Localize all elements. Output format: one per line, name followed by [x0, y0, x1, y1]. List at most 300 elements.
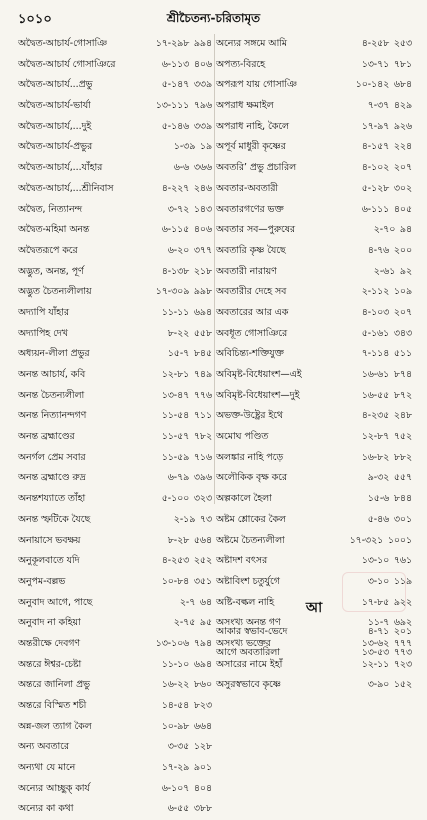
entry-page: ২০১	[393, 626, 412, 637]
index-entry	[18, 510, 212, 531]
entry-page: ৯৯৮	[193, 286, 212, 298]
entry-reference	[162, 448, 212, 469]
entry-page: ৭৮১	[393, 58, 412, 70]
index-entry	[216, 96, 412, 117]
entry-page: ৯২৬	[393, 120, 412, 132]
entry-text: অষ্টমে চৈতন্যলীলা	[216, 534, 285, 546]
entry-reference	[174, 137, 212, 158]
index-entry	[216, 262, 412, 283]
index-entry	[18, 117, 212, 138]
entry-chapter-verse: ৬-১১৫	[161, 224, 190, 236]
index-entry	[216, 303, 412, 324]
entry-page: ৩৪৩	[393, 327, 412, 339]
entry-page: ৩০২	[393, 182, 412, 194]
entry-page: ২১৮	[193, 265, 212, 277]
entry-reference	[168, 468, 212, 489]
entry-chapter-verse: ৬-৫৫	[167, 803, 190, 815]
entry-text: অভক্ত-উষ্ট্রের ইথে	[216, 410, 283, 422]
entry-reference	[162, 696, 212, 717]
page-number: ১০১০	[18, 12, 52, 27]
entry-reference	[156, 634, 212, 655]
entry-chapter-verse: ৬-৬	[173, 162, 190, 174]
entry-chapter-verse: ৬-৭৯	[167, 472, 190, 484]
entry-reference	[368, 510, 412, 531]
entry-text: অনুবাদ আগে, পাছে	[18, 596, 93, 608]
entry-text: অবতারীর দেহে সব	[216, 286, 287, 298]
entry-text: অষ্টি-বল্কল নাহি	[216, 596, 274, 608]
entry-chapter-verse: ৫-১৪৭	[161, 79, 190, 91]
entry-text: অনুকূলবাতে যদি	[18, 555, 80, 567]
entry-page: ২৪৮	[393, 410, 412, 422]
index-entry	[18, 531, 212, 552]
entry-chapter-verse: ২-৭৫	[173, 617, 196, 629]
entry-text: অবিমৃষ্ট-বিধেয়াংশ—দুই	[216, 389, 300, 401]
entry-page: ৩২৩	[193, 493, 212, 505]
index-entry	[18, 137, 212, 158]
entry-text: অমোঘ পণ্ডিত	[216, 431, 269, 443]
entry-reference	[374, 220, 412, 241]
entry-text: অসুরস্বভাবে কৃষ্ণে	[216, 679, 281, 691]
entry-text: অলৌকিক বৃক্ষ করে	[216, 472, 288, 484]
index-entry	[18, 799, 212, 820]
entry-page: ৬৯৪	[193, 658, 212, 670]
entry-reference	[362, 55, 412, 76]
entry-page: ৪০৪	[193, 782, 212, 794]
index-entry	[18, 406, 212, 427]
entry-page: ৪০৬	[193, 58, 212, 70]
entry-chapter-verse: ১৩-৭১	[361, 58, 390, 70]
entry-chapter-verse: ৪-১৩৮	[161, 265, 190, 277]
entry-text: অপরূপ যায় গোসাঞি	[216, 79, 297, 91]
index-entry	[18, 324, 212, 345]
index-entry	[216, 158, 412, 179]
entry-reference	[162, 220, 212, 241]
entry-text: অন্যথা যে মানে	[18, 762, 76, 774]
entry-page: ৭৭৬	[193, 389, 212, 401]
entry-reference	[162, 365, 212, 386]
entry-page: ২০৭	[393, 306, 412, 318]
entry-page: ৭১৬	[193, 451, 212, 463]
index-entry	[216, 489, 412, 510]
entry-reference	[374, 262, 412, 283]
index-entry	[216, 531, 412, 552]
entry-reference	[162, 779, 212, 800]
index-entry	[18, 200, 212, 221]
entry-text: অদ্বৈত-আচার্য,...যাঁহার	[18, 162, 103, 174]
entry-page: ৫৫৭	[393, 472, 412, 484]
index-entry	[216, 241, 412, 262]
index-entry	[18, 758, 212, 779]
entry-chapter-verse: ৪-৭১	[367, 626, 390, 637]
entry-text: অন্ন-জল ত্যাগ কৈল	[18, 720, 92, 732]
entry-page: ১২৮	[193, 741, 212, 753]
entry-reference	[362, 643, 412, 664]
entry-text: অবিমৃষ্ট-বিধেয়াংশ—এই	[216, 369, 302, 380]
entry-chapter-verse: ১২-৮১	[161, 369, 190, 380]
index-entry	[18, 179, 212, 200]
entry-reference	[174, 158, 212, 179]
entry-chapter-verse: ৬-২০	[167, 244, 190, 256]
entry-text: অন্যের কা কথা	[18, 803, 74, 815]
entry-reference	[368, 622, 412, 643]
index-entry	[18, 241, 212, 262]
entry-chapter-verse: ১১-৫৪	[161, 410, 190, 422]
entry-page: ৩৮৮	[193, 803, 212, 815]
entry-chapter-verse: ১৬-৫৫	[361, 389, 390, 401]
entry-reference	[162, 572, 212, 593]
entry-page: ৩৯৬	[193, 472, 212, 484]
index-entry	[18, 717, 212, 738]
index-entry	[216, 220, 412, 241]
entry-reference	[162, 117, 212, 138]
index-entry	[216, 137, 412, 158]
index-entry	[216, 282, 412, 303]
entry-text: অবতারি কৃষ্ণ যৈছে	[216, 244, 286, 256]
entry-text: অদ্বৈত-আচার্য গোসাঞিরে	[18, 58, 116, 70]
entry-page: ৮৮২	[393, 451, 412, 463]
entry-page: ৪০৬	[193, 224, 212, 236]
entry-text: অন্য অবতারে	[18, 741, 69, 753]
entry-page: ৯২২	[393, 596, 412, 608]
index-entry	[216, 344, 412, 365]
entry-text: অদ্বৈত-আচার্য-ভার্যা	[18, 100, 91, 112]
entry-chapter-verse: ৪-১৫৭	[361, 141, 390, 153]
index-entry	[18, 655, 212, 676]
entry-page: ৮৪৪	[393, 493, 412, 505]
entry-chapter-verse: ৬-১১১	[361, 203, 390, 215]
entry-reference	[368, 241, 412, 262]
entry-text: অপূর্ব মাধুরী কৃষ্ণের	[216, 141, 286, 153]
index-entry	[18, 344, 212, 365]
entry-page: ৭৮২	[193, 431, 212, 443]
entry-chapter-verse: ৭-৩৭	[367, 100, 390, 112]
entry-text: অধ্যয়ন-লীলা প্রভুর	[18, 348, 90, 360]
entry-page: ৭৯৬	[193, 100, 212, 112]
entry-text: অবতার সব—পুরুষের	[216, 224, 295, 236]
entry-page: ৯৫	[199, 617, 212, 629]
entry-page: ৩৭৭	[193, 244, 212, 256]
entry-text: অষ্টাবিংশ চতুর্যুগে	[216, 575, 280, 587]
index-entry	[18, 96, 212, 117]
entry-reference	[362, 117, 412, 138]
entry-page: ৭৩	[199, 513, 212, 525]
index-entry	[216, 75, 412, 96]
entry-page: ৮৬০	[193, 679, 212, 691]
entry-text: আকার স্বভাব-ভেদে	[216, 626, 288, 637]
entry-page: ৯০১	[193, 762, 212, 774]
entry-chapter-verse: ৬-১১৩	[161, 58, 190, 70]
index-entry	[18, 427, 212, 448]
entry-page: ৩৬৬	[193, 162, 212, 174]
entry-text: অদ্যাপিহ দেখ	[18, 327, 68, 339]
entry-text: অনুপম-বল্লভ	[18, 575, 66, 587]
index-entry	[216, 406, 412, 427]
entry-chapter-verse: ৪-২৩৫	[361, 410, 390, 422]
entry-page: ৬৮৪	[393, 79, 412, 91]
entry-reference	[162, 489, 212, 510]
entry-chapter-verse: ১০-৯৮	[161, 720, 190, 732]
index-entry	[216, 427, 412, 448]
entry-text: অপরাধ নাহি, কৈলে	[216, 120, 289, 132]
entry-page: ৭৭৩	[393, 646, 412, 658]
entry-page: ৬৪	[199, 596, 212, 608]
entry-page: ৩৩৯	[193, 120, 212, 132]
entry-chapter-verse: ১৬-৮২	[361, 451, 390, 463]
index-entry	[216, 34, 412, 55]
entry-reference	[368, 96, 412, 117]
entry-text: অন্তরীক্ষে দেবগণ	[18, 637, 81, 649]
entry-reference	[180, 593, 212, 614]
entry-chapter-verse: ২-৭	[179, 596, 196, 608]
entry-chapter-verse: ১৭-২৯	[161, 762, 190, 774]
entry-text: অবতরি’ প্রভু প্রচারিল	[216, 162, 297, 174]
entry-page: ২২৪	[393, 141, 412, 153]
entry-chapter-verse: ৫-১২৮	[361, 182, 390, 194]
index-entry	[18, 737, 212, 758]
entry-chapter-verse: ৫-১৬১	[361, 327, 390, 339]
entry-page: ৬৯৪	[193, 306, 212, 318]
entry-chapter-verse: ১৭-৮৫	[361, 596, 390, 608]
entry-text: অনন্তশয্যাতে তাঁহা	[18, 493, 86, 505]
entry-text: অন্তরে বিস্মিত শচী	[18, 700, 87, 711]
entry-reference	[162, 75, 212, 96]
entry-reference	[350, 531, 412, 552]
entry-chapter-verse: ১২-১১	[361, 658, 390, 670]
entry-text: অবধূত গোসাঞিরে	[216, 327, 288, 339]
entry-chapter-verse: ৪-২২৭	[161, 182, 190, 194]
entry-chapter-verse: ১৭-৯৭	[361, 120, 390, 132]
entry-reference	[162, 758, 212, 779]
entry-reference	[362, 551, 412, 572]
index-entry	[18, 613, 212, 634]
entry-reference	[362, 179, 412, 200]
entry-reference	[362, 406, 412, 427]
entry-page: ১০৯	[393, 286, 412, 298]
entry-chapter-verse: ১৩-১০৬	[155, 637, 190, 649]
entry-page: ১৪৩	[193, 203, 212, 215]
entry-reference	[168, 241, 212, 262]
entry-reference	[362, 427, 412, 448]
entry-text: অন্তরে জানিলা প্রভু	[18, 679, 90, 691]
entry-text: অন্যের আচ্ছুক্ কার্য	[18, 782, 90, 794]
entry-text: অদ্ভুত চৈতন্যলীলায়	[18, 286, 92, 298]
entry-reference	[162, 303, 212, 324]
entry-chapter-verse: ১০-১৪২	[355, 79, 390, 91]
entry-chapter-verse: ১৭-২৯৮	[155, 38, 190, 49]
entry-chapter-verse: ৪-১০২	[361, 162, 390, 174]
entry-page: ৯২	[399, 265, 412, 277]
page-header	[0, 0, 427, 34]
entry-text: অদ্বৈত-আচার্য,...দুই	[18, 120, 92, 132]
index-entry	[216, 622, 412, 643]
entry-text: অন্তরে ঈশ্বর-চেষ্টা	[18, 658, 82, 670]
entry-text: অদ্বৈত-আচার্য-প্রভুর	[18, 141, 93, 153]
entry-chapter-verse: ১৩-৫৩	[361, 646, 390, 658]
index-entry	[18, 34, 212, 55]
entry-text: অসংখ্য অনন্ত গণ	[216, 617, 281, 629]
entry-text: আগে অবতারিলা	[216, 646, 280, 658]
entry-chapter-verse: ১৬-৬১	[361, 369, 390, 380]
entry-chapter-verse: ১৫-৬	[367, 493, 390, 505]
entry-chapter-verse: ৮-২২	[167, 327, 190, 339]
entry-page: ৭৬১	[393, 555, 412, 567]
entry-reference	[162, 262, 212, 283]
index-entry	[216, 551, 412, 572]
entry-chapter-verse: ৩-১০	[367, 575, 390, 587]
entry-page: ১১৯	[393, 575, 412, 587]
entry-reference	[362, 34, 412, 55]
index-entry	[18, 365, 212, 386]
entry-text: অদ্বৈত-আচার্য,...শ্রীনিবাস	[18, 182, 114, 194]
index-entry	[216, 510, 412, 531]
entry-chapter-verse: ১১-১০	[161, 658, 190, 670]
entry-page: ৪২৯	[393, 100, 412, 112]
entry-chapter-verse: ৩-৩৫	[167, 741, 190, 753]
column-divider	[214, 34, 215, 504]
entry-page: ৩৫১	[193, 575, 212, 587]
entry-page: ১০০১	[387, 534, 412, 546]
entry-chapter-verse: ৪-২৫৮	[361, 38, 390, 49]
entry-text: অপরাধ ক্ষমাইল	[216, 100, 274, 112]
entry-chapter-verse: ৫-১০০	[161, 493, 190, 505]
index-entry	[18, 262, 212, 283]
entry-text: অপত্য-বিরহে	[216, 58, 265, 70]
entry-chapter-verse: ২-১৯	[173, 513, 196, 525]
entry-chapter-verse: ১০-৮৪	[161, 575, 190, 587]
entry-page: ৩৩৯	[193, 79, 212, 91]
index-entry	[18, 220, 212, 241]
entry-reference	[362, 137, 412, 158]
entry-chapter-verse: ২-৭০	[373, 224, 396, 236]
index-entry	[216, 55, 412, 76]
index-entry	[216, 468, 412, 489]
entry-text: অদ্ভুত, অনন্ত, পূর্ণ	[18, 265, 84, 277]
entry-chapter-verse: ১৭-৩২১	[349, 534, 384, 546]
index-entry	[216, 365, 412, 386]
entry-chapter-verse: ৫-৪৬	[367, 513, 390, 525]
entry-reference	[156, 96, 212, 117]
index-entry	[18, 696, 212, 717]
entry-page: ৬৬৪	[193, 720, 212, 732]
entry-chapter-verse: ৪-২৫৩	[161, 555, 190, 567]
entry-reference	[368, 468, 412, 489]
entry-text: অনন্ত স্ফটিকে যৈছে	[18, 513, 91, 525]
index-entry	[18, 572, 212, 593]
entry-reference	[356, 75, 412, 96]
page-title: শ্রীচৈতন্য-চরিতামৃত	[166, 11, 261, 25]
entry-chapter-verse: ১২-৮৭	[361, 431, 390, 443]
index-entry	[18, 55, 212, 76]
entry-page: ৭৫২	[393, 431, 412, 443]
entry-text: অবতারের আর এক	[216, 306, 289, 318]
entry-reference	[162, 427, 212, 448]
entry-chapter-verse: ১১-৫৯	[161, 451, 190, 463]
entry-reference	[362, 303, 412, 324]
entry-page: ৮২৩	[193, 700, 212, 711]
entry-reference	[168, 737, 212, 758]
entry-chapter-verse: ১৬-২২	[161, 679, 190, 691]
index-entry	[18, 303, 212, 324]
entry-chapter-verse: ৪-১০৩	[361, 306, 390, 318]
entry-text: অনন্ত চৈতন্যলীলা	[18, 389, 85, 401]
entry-chapter-verse: ৪-৭৬	[367, 244, 390, 256]
entry-page: ৮৭২	[393, 389, 412, 401]
entry-text: অনর্গল প্রেম সবার	[18, 451, 86, 463]
entry-text: অদ্বৈত-আচার্য...প্রভু	[18, 79, 93, 91]
entry-reference	[362, 282, 412, 303]
entry-page: ৮৭৪	[393, 369, 412, 380]
entry-text: অবিচিন্ত্য-শক্তিযুক্ত	[216, 348, 284, 360]
index-entry	[216, 643, 412, 664]
entry-text: অদ্বৈতরূপে করে	[18, 244, 78, 256]
index-entry	[18, 468, 212, 489]
entry-text: অষ্টাদশ বৎসর	[216, 555, 268, 567]
entry-text: অনন্ত ব্রহ্মাণ্ডে রুদ্র	[18, 472, 86, 484]
entry-text: অনুবাদ না কহিয়া	[18, 617, 81, 629]
entry-page: ৫৫৮	[193, 327, 212, 339]
index-column-right-2	[216, 622, 412, 663]
entry-chapter-verse: ১-৩৯	[173, 141, 196, 153]
index-entry	[216, 448, 412, 469]
entry-page: ২০৭	[393, 162, 412, 174]
entry-page: ১৯	[199, 141, 212, 153]
entry-text: অদ্যাপি যাঁহার	[18, 306, 69, 318]
entry-page: ৬৯২	[393, 617, 412, 629]
entry-chapter-verse: ৭-১১৪	[361, 348, 390, 360]
entry-page: ৭৭৭	[393, 637, 412, 649]
index-entry	[18, 282, 212, 303]
entry-text: অনন্ত আচার্য, কবি	[18, 369, 86, 380]
entry-text: অনায়াসে ভবক্ষয়	[18, 534, 81, 546]
entry-text: অসংখ্য ভক্তের	[216, 637, 271, 649]
entry-reference	[362, 200, 412, 221]
entry-reference	[362, 158, 412, 179]
entry-chapter-verse: ১৭-৩০৯	[155, 286, 190, 298]
entry-text: অবতার-অবতারী	[216, 182, 279, 194]
entry-reference	[168, 531, 212, 552]
entry-reference	[156, 282, 212, 303]
entry-page: ১৫২	[393, 679, 412, 691]
entry-reference	[162, 179, 212, 200]
entry-reference	[368, 489, 412, 510]
section-heading-aa: আ	[305, 600, 323, 616]
index-entry	[18, 593, 212, 614]
entry-page: ২০০	[393, 244, 412, 256]
entry-reference	[162, 55, 212, 76]
entry-page: ৮৪৫	[193, 348, 212, 360]
entry-reference	[362, 365, 412, 386]
index-entry	[216, 117, 412, 138]
entry-chapter-verse: ১৪-৫৪	[161, 700, 190, 711]
entry-page: ৯৯৪	[193, 38, 212, 49]
entry-chapter-verse: ৮-২৮	[167, 534, 190, 546]
entry-text: অদ্বৈত, নিত্যানন্দ	[18, 203, 82, 215]
entry-page: ৯৪	[399, 224, 412, 236]
entry-text: অল্পকালে হৈলা	[216, 493, 272, 505]
entry-chapter-verse: ১৩-১১১	[155, 100, 190, 112]
entry-page: ৫১১	[393, 348, 412, 360]
entry-reference	[162, 406, 212, 427]
index-entry	[18, 386, 212, 407]
index-entry	[18, 75, 212, 96]
entry-page: ২৫৩	[393, 38, 412, 49]
entry-page: ৩০১	[393, 513, 412, 525]
index-entry	[18, 551, 212, 572]
index-column-left	[18, 34, 212, 820]
entry-page: ৭৯৪	[193, 637, 212, 649]
entry-chapter-verse: ৩-৭২	[167, 203, 190, 215]
entry-reference	[156, 34, 212, 55]
